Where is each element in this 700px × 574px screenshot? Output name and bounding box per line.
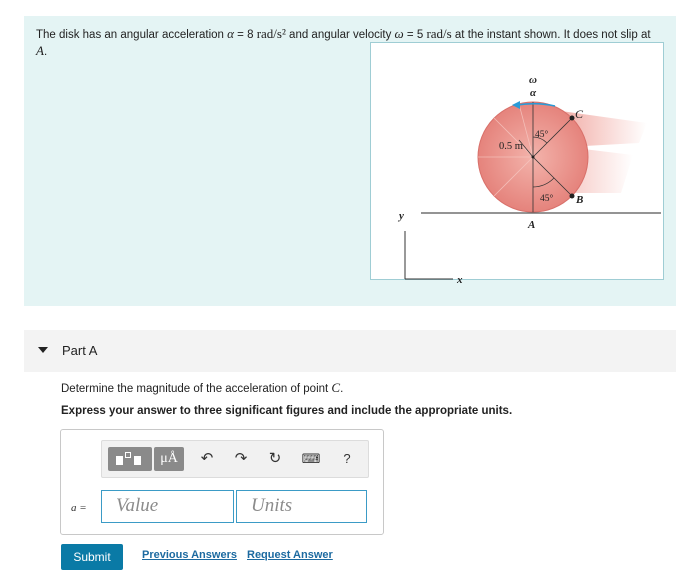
y-axis-label: y [399, 210, 404, 222]
question-end: . [340, 383, 344, 395]
center-point [532, 156, 535, 159]
point-c-ref: C [331, 380, 341, 395]
reset-icon[interactable]: ↻ [268, 450, 282, 467]
undo-icon[interactable]: ↶ [200, 450, 214, 467]
units-button[interactable]: μÅ [154, 447, 184, 471]
templates-button[interactable] [108, 447, 152, 471]
problem-text-end: . [43, 46, 48, 58]
submit-button[interactable]: Submit [61, 544, 123, 570]
previous-answers-link[interactable]: Previous Answers [142, 549, 237, 561]
point-b [570, 194, 575, 199]
question-body: Determine the magnitude of the acceleration of point [61, 383, 332, 395]
answer-variable-label: a = [71, 502, 87, 514]
omega-label: ω [529, 74, 537, 86]
request-answer-link[interactable]: Request Answer [247, 549, 333, 561]
problem-text-part: at the instant shown. It does not slip at [451, 29, 651, 41]
alpha-label: α [530, 87, 537, 99]
alpha-unit: rad/s² [256, 26, 286, 41]
question-text [61, 380, 343, 396]
redo-icon[interactable]: ↷ [234, 450, 248, 467]
point-a-label: A [528, 219, 536, 231]
alpha-symbol: α [227, 26, 234, 41]
radius-label: 0.5 m [499, 141, 523, 152]
point-b-label: B [576, 194, 584, 206]
point-c [570, 116, 575, 121]
units-input[interactable]: Units [236, 490, 367, 523]
problem-text-part: and angular velocity [285, 29, 395, 41]
part-a-header[interactable] [24, 330, 676, 372]
angle-top-label: 45° [535, 130, 549, 140]
value-input[interactable]: Value [101, 490, 234, 523]
problem-statement-panel [24, 16, 676, 306]
omega-value: = 5 [403, 29, 427, 41]
omega-unit: rad/s [426, 26, 452, 41]
angle-bottom-label: 45° [540, 194, 554, 204]
math-toolbar [101, 440, 369, 478]
disk-figure [370, 42, 664, 286]
instruction-text: Express your answer to three significant figures and include the appropriate units. [61, 405, 513, 417]
collapse-caret-icon[interactable] [38, 347, 48, 353]
help-icon[interactable]: ? [343, 451, 351, 466]
omega-symbol: ω [394, 26, 404, 41]
part-title: Part A [62, 343, 98, 358]
keyboard-icon[interactable]: ⌨ [301, 451, 321, 466]
point-a-ref: A [36, 43, 44, 58]
point-c-label: C [575, 107, 584, 121]
problem-text-part: The disk has an angular acceleration [36, 29, 228, 41]
templates-icon [108, 447, 152, 471]
x-axis-label: x [457, 274, 463, 286]
answer-box [60, 429, 384, 535]
alpha-value: = 8 [233, 29, 257, 41]
